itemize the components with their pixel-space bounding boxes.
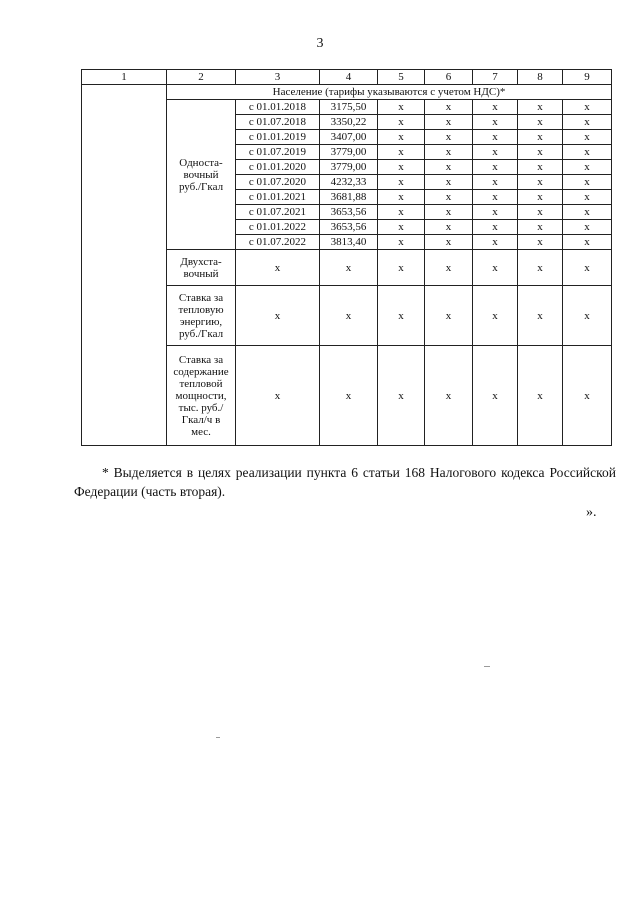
row-label-cell bbox=[82, 85, 167, 446]
section-header: Население (тарифы указываются с учетом НДС)* bbox=[167, 85, 612, 100]
table-cell: х bbox=[563, 160, 612, 175]
table-body bbox=[82, 70, 612, 446]
table-cell: х bbox=[518, 346, 563, 446]
column-number: 2 bbox=[167, 70, 236, 85]
table-cell: х bbox=[473, 250, 518, 286]
table-cell: х bbox=[425, 346, 473, 446]
table-cell: х bbox=[518, 235, 563, 250]
table-cell: с 01.07.2020 bbox=[236, 175, 320, 190]
table-cell: х bbox=[320, 250, 378, 286]
column-number: 7 bbox=[473, 70, 518, 85]
table-cell: х bbox=[473, 130, 518, 145]
table-cell: х bbox=[378, 286, 425, 346]
table-cell: х bbox=[378, 250, 425, 286]
table-cell: х bbox=[518, 220, 563, 235]
table-cell: х bbox=[563, 220, 612, 235]
table-cell: х bbox=[425, 145, 473, 160]
table-cell: х bbox=[473, 286, 518, 346]
table-cell: х bbox=[425, 160, 473, 175]
table-cell: х bbox=[425, 250, 473, 286]
column-number: 9 bbox=[563, 70, 612, 85]
table-cell: х bbox=[563, 115, 612, 130]
table-cell: х bbox=[563, 145, 612, 160]
column-number: 6 bbox=[425, 70, 473, 85]
table-cell: 3779,00 bbox=[320, 145, 378, 160]
table-cell: с 01.07.2019 bbox=[236, 145, 320, 160]
table-cell: х bbox=[378, 115, 425, 130]
table-cell: х bbox=[378, 130, 425, 145]
table-cell: 3779,00 bbox=[320, 160, 378, 175]
table-cell: х bbox=[236, 286, 320, 346]
table-cell: х bbox=[473, 205, 518, 220]
table-cell: 3407,00 bbox=[320, 130, 378, 145]
section-row bbox=[82, 85, 612, 100]
table-cell: х bbox=[518, 286, 563, 346]
table-cell: х bbox=[425, 115, 473, 130]
table-cell: х bbox=[378, 220, 425, 235]
table-cell: х bbox=[563, 205, 612, 220]
table-cell: х bbox=[563, 346, 612, 446]
table-cell: х bbox=[425, 220, 473, 235]
table-cell: х bbox=[473, 220, 518, 235]
table-cell: с 01.01.2019 bbox=[236, 130, 320, 145]
table-cell: х bbox=[378, 175, 425, 190]
column-number: 3 bbox=[236, 70, 320, 85]
page-number: 3 bbox=[316, 36, 324, 51]
table-cell: х bbox=[473, 190, 518, 205]
table-cell: х bbox=[425, 130, 473, 145]
table-cell: х bbox=[518, 130, 563, 145]
table-cell: х bbox=[518, 190, 563, 205]
table-cell: х bbox=[563, 130, 612, 145]
table-cell: х bbox=[473, 145, 518, 160]
table-cell: х bbox=[378, 145, 425, 160]
table-cell: х bbox=[378, 160, 425, 175]
table-cell: 3653,56 bbox=[320, 220, 378, 235]
table-cell: х bbox=[563, 286, 612, 346]
table-cell: х bbox=[425, 175, 473, 190]
closing-quote: ». bbox=[586, 505, 597, 520]
table-cell: х bbox=[378, 205, 425, 220]
table-cell: 3681,88 bbox=[320, 190, 378, 205]
table-cell: х bbox=[473, 100, 518, 115]
table-cell: 3813,40 bbox=[320, 235, 378, 250]
column-number: 1 bbox=[82, 70, 167, 85]
table-cell: х bbox=[378, 100, 425, 115]
table-cell: с 01.01.2020 bbox=[236, 160, 320, 175]
table-cell: х bbox=[518, 250, 563, 286]
table-cell: х bbox=[518, 175, 563, 190]
table-cell: х bbox=[563, 175, 612, 190]
table-cell: х bbox=[320, 346, 378, 446]
scan-mark bbox=[484, 666, 490, 667]
table-cell: х bbox=[378, 190, 425, 205]
table-cell: 3175,50 bbox=[320, 100, 378, 115]
table-cell: х bbox=[518, 160, 563, 175]
block-label: Двухста- вочный bbox=[167, 250, 236, 286]
block-label: Односта- вочный руб./Гкал bbox=[167, 100, 236, 250]
table-cell: х bbox=[518, 100, 563, 115]
table-cell: х bbox=[563, 250, 612, 286]
table-cell: с 01.01.2018 bbox=[236, 100, 320, 115]
table-cell: х bbox=[320, 286, 378, 346]
tariff-table bbox=[81, 69, 612, 446]
table-cell: 4232,33 bbox=[320, 175, 378, 190]
table-cell: с 01.07.2018 bbox=[236, 115, 320, 130]
table-cell: х bbox=[518, 205, 563, 220]
table-cell: х bbox=[378, 235, 425, 250]
column-number: 4 bbox=[320, 70, 378, 85]
table-cell: х bbox=[473, 175, 518, 190]
table-cell: х bbox=[425, 190, 473, 205]
header-row bbox=[82, 70, 612, 85]
column-number: 8 bbox=[518, 70, 563, 85]
table-cell: х bbox=[473, 235, 518, 250]
table-cell: 3350,22 bbox=[320, 115, 378, 130]
table-cell: х bbox=[518, 115, 563, 130]
block-label: Ставка за тепловую энергию, руб./Гкал bbox=[167, 286, 236, 346]
table-cell: х bbox=[563, 190, 612, 205]
table-cell: с 01.01.2022 bbox=[236, 220, 320, 235]
table-cell: х bbox=[473, 346, 518, 446]
table-cell: х bbox=[236, 346, 320, 446]
block-label: Ставка за содержание тепловой мощности, тыс. руб./ Гкал/ч в мес. bbox=[167, 346, 236, 446]
table-cell: х bbox=[518, 145, 563, 160]
table-cell: х bbox=[425, 235, 473, 250]
table-cell: х bbox=[425, 205, 473, 220]
footnote: * Выделяется в целях реализации пункта 6 статьи 168 Налогового кодекса Российской Федерации (часть вторая). bbox=[74, 465, 616, 499]
table-cell: х bbox=[378, 346, 425, 446]
table-cell: с 01.07.2022 bbox=[236, 235, 320, 250]
table-cell: х bbox=[425, 286, 473, 346]
table-cell: х bbox=[563, 235, 612, 250]
scan-mark bbox=[216, 737, 220, 738]
table-cell: х bbox=[425, 100, 473, 115]
table-cell: х bbox=[563, 100, 612, 115]
table-cell: с 01.01.2021 bbox=[236, 190, 320, 205]
table-cell: х bbox=[473, 160, 518, 175]
table-cell: х bbox=[473, 115, 518, 130]
table-cell: с 01.07.2021 bbox=[236, 205, 320, 220]
column-number: 5 bbox=[378, 70, 425, 85]
table-cell: 3653,56 bbox=[320, 205, 378, 220]
table-cell: х bbox=[236, 250, 320, 286]
